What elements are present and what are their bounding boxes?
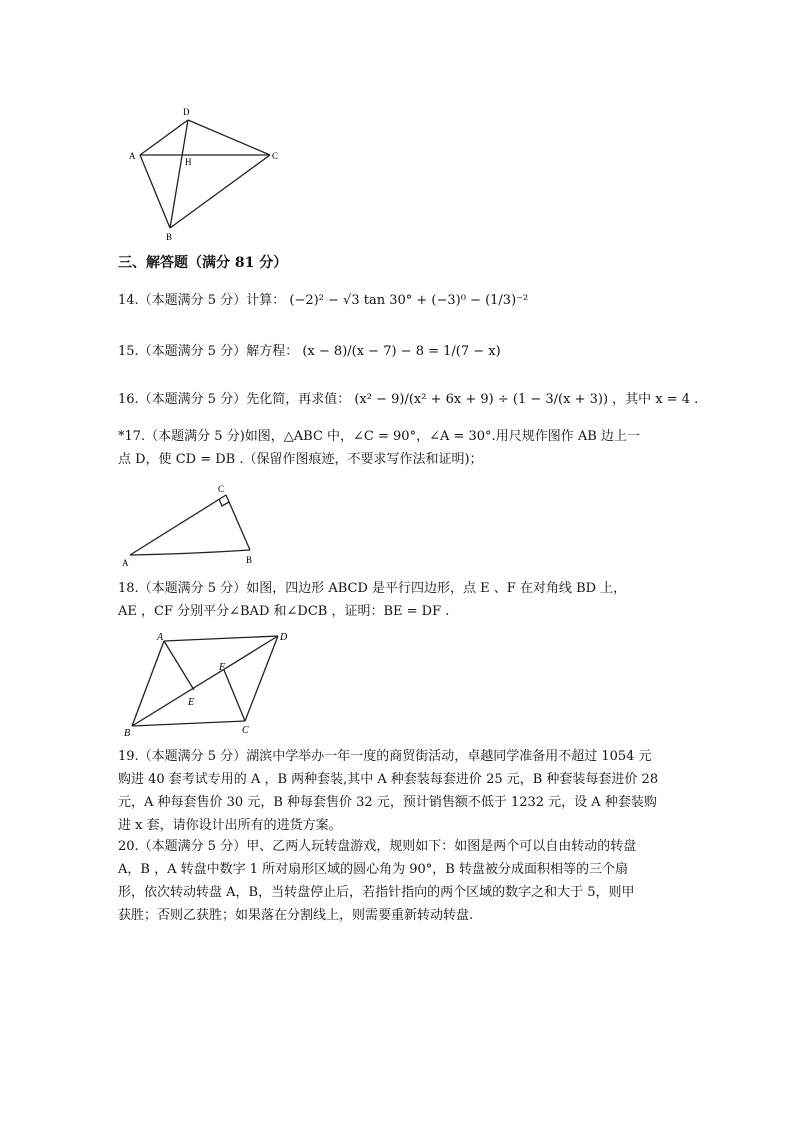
question-16	[118, 389, 698, 411]
q20-line-3: 形，依次转动转盘 A，B，当转盘停止后，若指针指向的两个区域的数字之和大于 5，则甲	[118, 885, 635, 900]
q20-line-4: 获胜；否则乙获胜；如果落在分割线上，则需要重新转动转盘.	[118, 908, 474, 923]
kite-label-h: H	[185, 157, 192, 167]
q16-expression: (x² − 9)/(x² + 6x + 9) ÷ (1 − 3/(x + 3))	[354, 392, 609, 407]
q20-line-1: 20.（本题满分 5 分）甲、乙两人玩转盘游戏，规则如下：如图是两个可以自由转动的转盘	[118, 839, 637, 854]
q17-line-2: 点 D，使 CD = DB .（保留作图痕迹，不要求写作法和证明)；	[118, 452, 483, 467]
kite-label-b: B	[166, 232, 173, 242]
triangle-label-a: A	[122, 558, 129, 568]
section-title: 三、解答题（满分 81 分）	[118, 255, 288, 271]
parallelogram-figure	[118, 626, 303, 741]
triangle-label-b: B	[246, 555, 253, 565]
question-15	[118, 341, 501, 363]
q16-prefix: 16.（本题满分 5 分）先化简，再求值：	[118, 392, 351, 407]
para-label-e: E	[188, 697, 195, 708]
para-label-f: F	[219, 662, 226, 673]
kite-label-d: D	[183, 107, 190, 117]
q18-line-2: AE ，CF 分别平分∠BAD 和∠DCB ，证明：BE = DF .	[118, 604, 450, 619]
para-label-d: D	[280, 632, 288, 643]
q19-line-2: 购进 40 套考试专用的 A ，B 两种套装,其中 A 种套装每套进价 25 元，B 种套装每套进价 28	[118, 772, 659, 787]
question-14	[118, 290, 528, 312]
q17-line-1: *17.（本题满分 5 分)如图，△ABC 中，∠C = 90°，∠A = 30°.用尺规作图作 AB 边上一	[118, 429, 640, 444]
q15-expression: (x − 8)/(x − 7) − 8 = 1/(7 − x)	[302, 344, 501, 359]
q19-line-4: 进 x 套，请你设计出所有的进货方案。	[118, 818, 342, 833]
triangle-figure	[118, 480, 278, 570]
para-label-c: C	[242, 725, 249, 736]
para-label-a: A	[157, 632, 164, 643]
q14-expression: (−2)² − √3 tan 30° + (−3)⁰ − (1/3)⁻²	[289, 293, 529, 308]
kite-figure	[120, 100, 290, 245]
q19-line-3: 元，A 种每套售价 30 元，B 种每套售价 32 元，预计销售额不低于 1232 元，设 A 种套装购	[118, 795, 657, 810]
q20-line-2: A，B ，A 转盘中数字 1 所对扇形区域的圆心角为 90°，B 转盘被分成面积相等的三个扇	[118, 862, 628, 877]
kite-label-c: C	[272, 151, 279, 161]
triangle-label-c: C	[218, 484, 225, 494]
para-label-b: B	[124, 728, 131, 739]
q16-suffix: ，其中 x = 4 .	[612, 392, 699, 407]
kite-label-a: A	[129, 151, 136, 161]
q15-prefix: 15.（本题满分 5 分）解方程：	[118, 344, 299, 359]
q14-prefix: 14.（本题满分 5 分）计算：	[118, 293, 286, 308]
q19-line-1: 19.（本题满分 5 分）湖滨中学举办一年一度的商贸街活动，卓越同学准备用不超过 1054 元	[118, 749, 652, 764]
q18-line-1: 18.（本题满分 5 分）如图，四边形 ABCD 是平行四边形，点 E 、F 在对角线 BD 上，	[118, 581, 627, 596]
